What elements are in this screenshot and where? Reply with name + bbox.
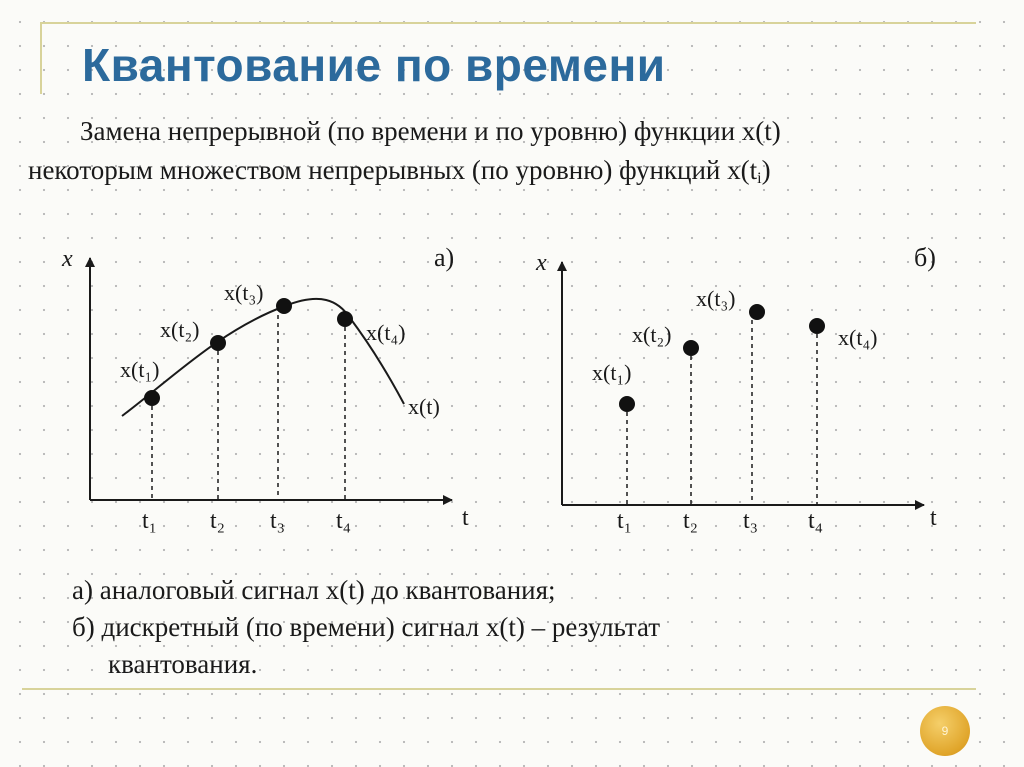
diagram-b-panel-label: б) [914,243,936,272]
description-line-2-text: некоторым множеством непрерывных (по уровню) функций x(t [28,155,758,185]
caption-line-b-continued: квантования. [108,649,258,679]
description-line-1: Замена непрерывной (по времени и по уровню) функции x(t) [80,116,781,146]
diagram-a-panel-label: а) [434,243,455,272]
diagram-a-x-label: t [462,505,469,531]
diagram-b-x-label: t [930,505,937,531]
diagram-b-tick-4: t₄ [808,508,824,534]
diagram-a-tick-1: t₁ [142,508,158,534]
description-line-2-close: ) [761,155,771,185]
diagram-b-sample-label-4: x(t₄) [838,325,878,350]
diagram-a-tick-2: t₂ [210,508,226,534]
slide-title: Квантование по времени [82,39,666,91]
diagram-a-sample-point-4 [337,311,353,327]
diagram-b-sample-point-3 [749,304,765,320]
diagram-b-tick-2: t₂ [683,508,699,534]
diagram-a-sample-point-1 [144,390,160,406]
description-line-2-subscript: i [757,170,762,187]
page-number-badge [920,706,970,756]
page-number: 9 [941,724,949,738]
diagram-b-sample-point-1 [619,396,635,412]
diagram-b-sample-label-2: x(t₂) [632,322,672,347]
diagram-b [535,243,937,534]
diagram-b-sample-label-3: x(t₃) [696,286,736,311]
diagram-a [61,243,469,534]
diagram-b-tick-1: t₁ [617,508,633,534]
diagram-a-tick-3: t₃ [270,508,286,534]
caption-line-b: б) дискретный (по времени) сигнал x(t) – результат [72,612,661,642]
diagram-b-sample-point-4 [809,318,825,334]
diagram-a-curve-label: x(t) [408,394,440,419]
caption-line-a: а) аналоговый сигнал x(t) до квантования; [72,575,556,605]
diagram-a-sample-point-3 [276,298,292,314]
diagram-caption [72,572,660,683]
diagram-a-sample-label-1: x(t₁) [120,357,160,382]
diagram-a-sample-label-3: x(t₃) [224,280,264,305]
diagram-a-sample-label-4: x(t₄) [366,320,406,345]
diagram-a-sample-label-2: x(t₂) [160,317,200,342]
diagram-a-sample-point-2 [210,335,226,351]
diagram-b-sample-label-1: x(t₁) [592,360,632,385]
frame-bottom-line [22,688,976,690]
diagram-b-tick-3: t₃ [743,508,759,534]
diagram-a-tick-4: t₄ [336,508,352,534]
diagram-a-y-label: x [62,246,73,272]
diagram-b-y-label: x [536,250,547,276]
diagram-b-sample-point-2 [683,340,699,356]
